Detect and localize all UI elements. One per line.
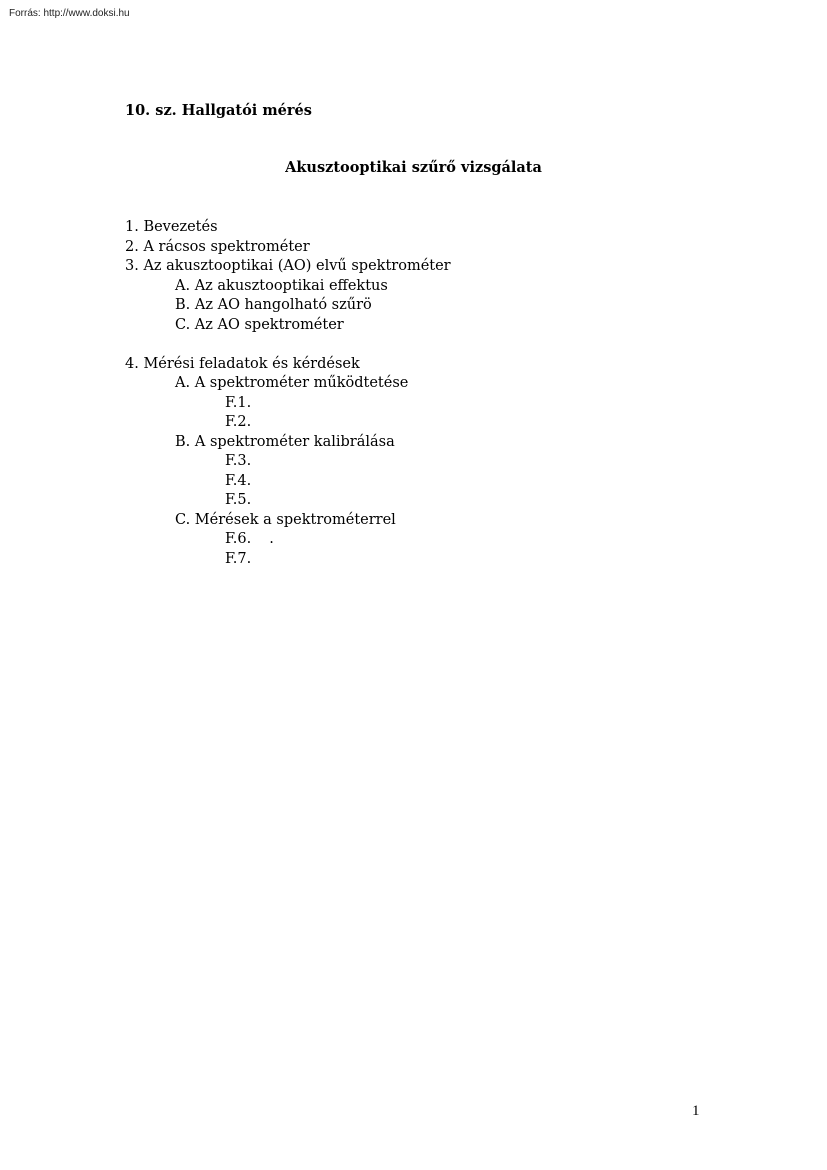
toc-subitem-ao-tunable-filter: B. Az AO hangolható szűrö [175, 297, 372, 313]
page-title: Akusztooptikai szűrő vizsgálata [285, 159, 542, 176]
toc-item-grating-spectrometer: 2. A rácsos spektrométer [125, 238, 310, 255]
page-number: 1 [692, 1103, 700, 1119]
toc-spacer [125, 335, 451, 355]
source-url-note: Forrás: http://www.doksi.hu [9, 8, 130, 19]
toc-item-ao-spectrometer: 3. Az akusztooptikai (AO) elvű spektrométer [125, 258, 451, 274]
toc-subitem-operation: A. A spektrométer működtetése [175, 375, 409, 391]
toc-task-f3: F.3. [225, 453, 252, 469]
toc-item-measurement-tasks: 4. Mérési feladatok és kérdések [125, 355, 360, 372]
toc-task-f6-label: F.6. [225, 531, 252, 547]
toc-subitem-calibration: B. A spektrométer kalibrálása [175, 433, 395, 450]
toc-task-f6-dot: . [269, 531, 274, 547]
toc-subitem-measurements: C. Mérések a spektrométerrel [175, 511, 396, 528]
table-of-contents [125, 218, 451, 569]
toc-task-f5: F.5. [225, 492, 252, 508]
toc-item-introduction: 1. Bevezetés [125, 219, 218, 235]
toc-task-f1: F.1. [225, 394, 252, 411]
toc-task-f6 [125, 530, 451, 550]
toc-subitem-ao-spectrometer: C. Az AO spektrométer [175, 316, 344, 333]
toc-subitem-ao-effect: A. Az akusztooptikai effektus [175, 277, 388, 294]
toc-task-f4: F.4. [225, 472, 252, 489]
toc-task-f2: F.2. [225, 414, 252, 430]
document-header: 10. sz. Hallgatói mérés [125, 102, 312, 119]
toc-task-f7: F.7. [225, 550, 252, 567]
